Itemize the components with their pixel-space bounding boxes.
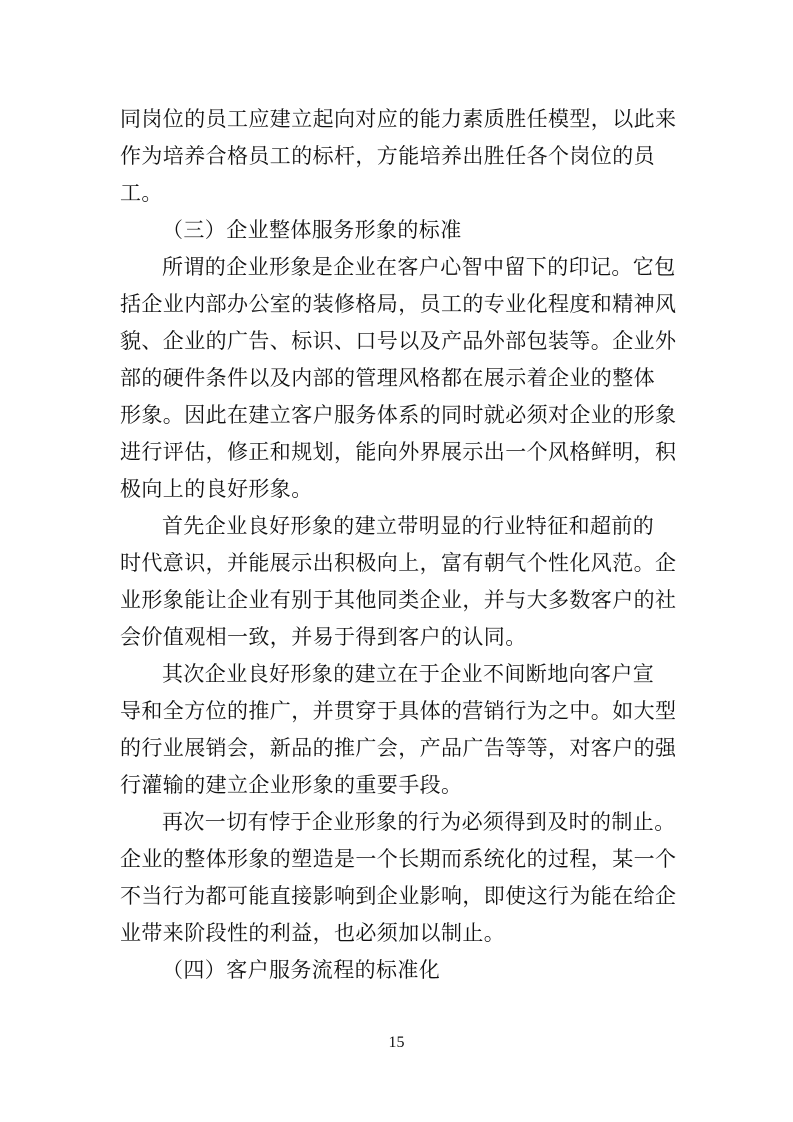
paragraph-start-line: 其次企业良好形象的建立在于企业不间断地向客户宣 bbox=[162, 662, 655, 686]
body-text-line: 貌、企业的广告、标识、口号以及产品外部包装等。企业外 bbox=[120, 329, 677, 353]
body-text-line: 极向上的良好形象。 bbox=[120, 477, 313, 501]
body-text-line: 作为培养合格员工的标杆，方能培养出胜任各个岗位的员 bbox=[120, 144, 655, 168]
page-number: 15 bbox=[388, 1034, 405, 1051]
body-text-line: 形象。因此在建立客户服务体系的同时就必须对企业的形象 bbox=[120, 403, 677, 427]
section-heading-4: （四）客户服务流程的标准化 bbox=[162, 958, 441, 982]
body-text-line: 会价值观相一致，并易于得到客户的认同。 bbox=[120, 625, 527, 649]
body-text-line: 同岗位的员工应建立起向对应的能力素质胜任模型，以此来 bbox=[120, 107, 677, 131]
body-text-line: 业带来阶段性的利益，也必须加以制止。 bbox=[120, 921, 506, 945]
paragraph-start-line: 所谓的企业形象是企业在客户心智中留下的印记。它包 bbox=[162, 255, 676, 279]
body-text-line: 不当行为都可能直接影响到企业影响，即使这行为能在给企 bbox=[120, 884, 677, 908]
body-text-line: 时代意识，并能展示出积极向上，富有朝气个性化风范。企 bbox=[120, 551, 677, 575]
body-text-line: 导和全方位的推广，并贯穿于具体的营销行为之中。如大型 bbox=[120, 699, 677, 723]
body-text-line: 行灌输的建立企业形象的重要手段。 bbox=[120, 773, 463, 797]
paragraph-start-line: 首先企业良好形象的建立带明显的行业特征和超前的 bbox=[162, 514, 655, 538]
body-text-line: 括企业内部办公室的装修格局，员工的专业化程度和精神风 bbox=[120, 292, 677, 316]
section-heading-3: （三）企业整体服务形象的标准 bbox=[162, 218, 462, 242]
body-text-line: 工。 bbox=[120, 181, 163, 205]
body-text-line: 的行业展销会，新品的推广会，产品广告等等，对客户的强 bbox=[120, 736, 677, 760]
body-text-line: 企业的整体形象的塑造是一个长期而系统化的过程，某一个 bbox=[120, 847, 677, 871]
body-text-line: 部的硬件条件以及内部的管理风格都在展示着企业的整体 bbox=[120, 366, 655, 390]
body-text-line: 业形象能让企业有别于其他同类企业，并与大多数客户的社 bbox=[120, 588, 677, 612]
paragraph-start-line: 再次一切有悖于企业形象的行为必须得到及时的制止。 bbox=[162, 810, 676, 834]
body-text-line: 进行评估，修正和规划，能向外界展示出一个风格鲜明，积 bbox=[120, 440, 677, 464]
